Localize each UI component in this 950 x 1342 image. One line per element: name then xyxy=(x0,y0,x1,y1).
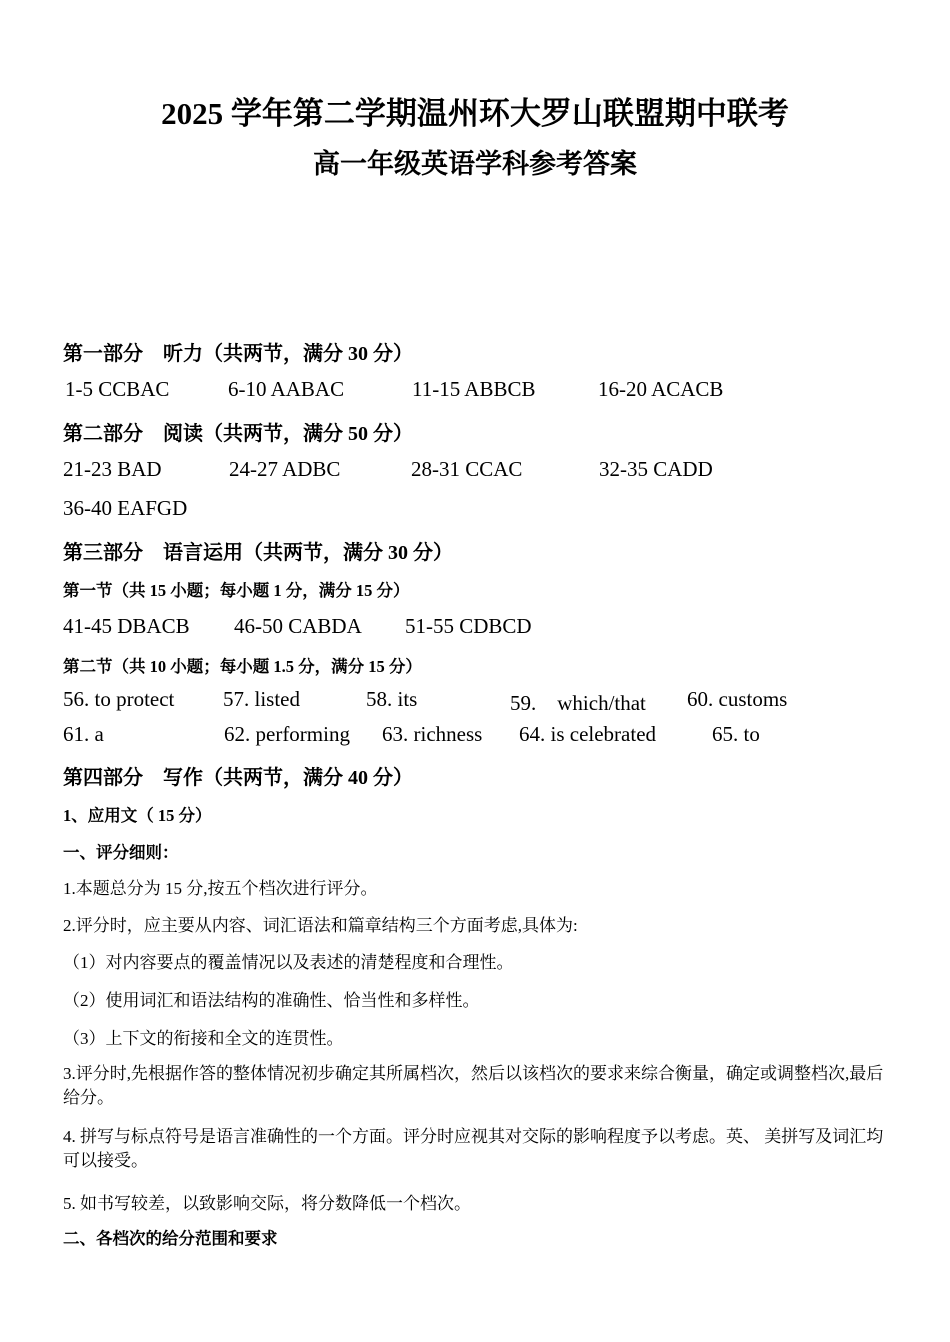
scoring-rule: 2.评分时，应主要从内容、词汇语法和篇章结构三个方面考虑,具体为: xyxy=(63,916,578,935)
answer-group: 6-10 AABAC xyxy=(228,377,345,401)
answer-group: 24-27 ADBC xyxy=(229,457,341,481)
answer-group: 51-55 CDBCD xyxy=(405,614,532,638)
scoring-heading: 一、评分细则： xyxy=(63,843,179,862)
answer-item: 57. listed xyxy=(223,687,300,711)
writing-item-1: 1、应用文（ 15 分） xyxy=(63,806,212,825)
answer-item: 62. performing xyxy=(224,722,350,746)
answer-item: 64. is celebrated xyxy=(519,722,657,746)
answer-group: 21-23 BAD xyxy=(63,457,162,481)
scoring-rule: 1.本题总分为 15 分,按五个档次进行评分。 xyxy=(63,879,378,898)
scoring-rule: 4. 拼写与标点符号是语言准确性的一个方面。评分时应视其对交际的影响程度予以考虑。英、 美拼写及词汇均可以接受。 xyxy=(63,1127,884,1170)
scoring-rule: 5. 如书写较差，以致影响交际，将分数降低一个档次。 xyxy=(63,1194,471,1213)
answer-item: 58. its xyxy=(366,687,418,711)
answer-item: 59. which/that xyxy=(510,691,646,715)
answer-item: 65. to xyxy=(712,722,760,746)
document-subtitle: 高一年级英语学科参考答案 xyxy=(313,149,637,179)
answer-group: 1-5 CCBAC xyxy=(65,377,170,401)
levels-heading: 二、各档次的给分范围和要求 xyxy=(63,1229,278,1248)
answer-group: 41-45 DBACB xyxy=(63,614,190,638)
scoring-rule: （2）使用词汇和语法结构的准确性、恰当性和多样性。 xyxy=(63,991,480,1010)
part1-heading: 第一部分 听力（共两节，满分 30 分） xyxy=(63,343,413,365)
part4-heading: 第四部分 写作（共两节，满分 40 分） xyxy=(63,767,413,789)
scoring-rule: （3）上下文的衔接和全文的连贯性。 xyxy=(63,1029,344,1048)
answer-group: 36-40 EAFGD xyxy=(63,496,188,520)
document-title: 2025 学年第二学期温州环大罗山联盟期中联考 xyxy=(161,96,789,131)
answer-group: 46-50 CABDA xyxy=(234,614,362,638)
scoring-rule: 3.评分时,先根据作答的整体情况初步确定其所属档次，然后以该档次的要求来综合衡量，确定或调整档次,最后给分。 xyxy=(63,1064,884,1107)
answer-group: 11-15 ABBCB xyxy=(412,377,536,401)
answer-item: 63. richness xyxy=(382,722,483,746)
answer-group: 28-31 CCAC xyxy=(411,457,523,481)
part2-heading: 第二部分 阅读（共两节，满分 50 分） xyxy=(63,423,413,445)
answer-item: 61. a xyxy=(63,722,104,746)
part3-section2-heading: 第二节（共 10 小题；每小题 1.5 分，满分 15 分） xyxy=(63,657,422,676)
answer-group: 32-35 CADD xyxy=(599,457,713,481)
scoring-rule: （1）对内容要点的覆盖情况以及表述的清楚程度和合理性。 xyxy=(63,953,514,972)
part3-section1-heading: 第一节（共 15 小题；每小题 1 分，满分 15 分） xyxy=(63,581,410,600)
part3-heading: 第三部分 语言运用（共两节，满分 30 分） xyxy=(63,542,453,564)
answer-item: 56. to protect xyxy=(63,687,175,711)
answer-group: 16-20 ACACB xyxy=(598,377,724,401)
answer-item: 60. customs xyxy=(687,687,788,711)
